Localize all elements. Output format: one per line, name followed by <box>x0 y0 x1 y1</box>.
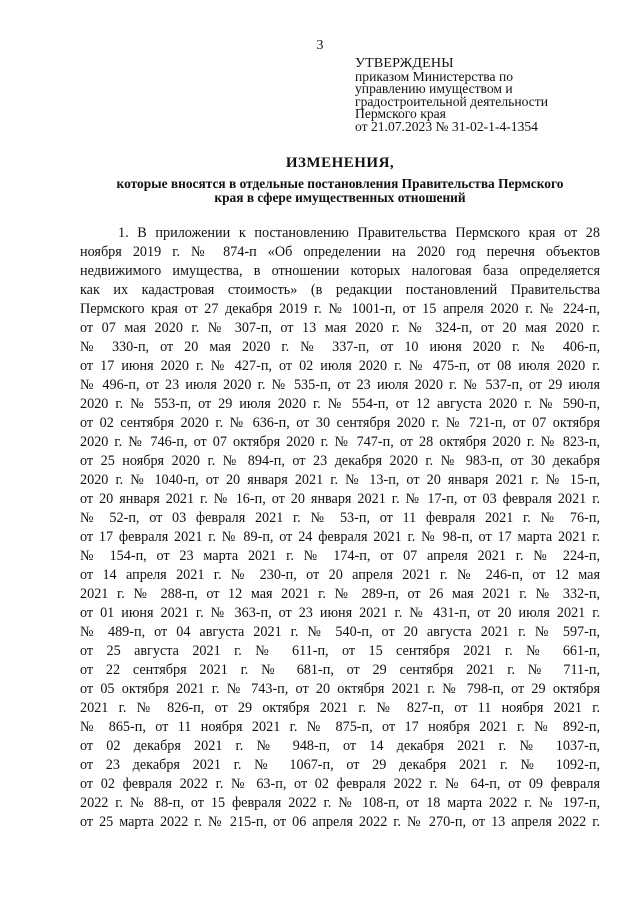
paragraph-line: от 17 февраля 2021 г. № 89-п, от 24 февраля 2021 г. № 98-п, от 17 марта 2021 г. <box>80 529 600 545</box>
paragraph-line: от 25 марта 2022 г. № 215-п, от 06 апреля 2022 г. № 270-п, от 13 апреля 2022 г. <box>80 814 600 830</box>
paragraph-line: 2020 г. № 553-п, от 29 июля 2020 г. № 554-п, от 12 августа 2020 г. № 590-п, <box>80 396 600 412</box>
approval-block <box>355 58 548 134</box>
paragraph-line: от 22 сентября 2021 г. № 681-п, от 29 сентября 2021 г. № 711-п, <box>80 662 600 678</box>
paragraph-line: от 07 мая 2020 г. № 307-п, от 13 мая 2020 г. № 324-п, от 20 мая 2020 г. <box>80 320 600 336</box>
paragraph-line: Пермского края от 27 декабря 2019 г. № 1001-п, от 15 апреля 2020 г. № 224-п, <box>80 301 600 317</box>
approval-line: от 21.07.2023 № 31-02-1-4-1354 <box>355 118 538 134</box>
approval-line: приказом Министерства по <box>355 68 514 84</box>
paragraph-line: № 865-п, от 11 ноября 2021 г. № 875-п, от 17 ноября 2021 г. № 892-п, <box>80 719 600 735</box>
document-heading: ИЗМЕНЕНИЯ, <box>285 155 395 171</box>
paragraph-line: № 489-п, от 04 августа 2021 г. № 540-п, от 20 августа 2021 г. № 597-п, <box>80 624 600 640</box>
paragraph-line: № 496-п, от 23 июля 2020 г. № 535-п, от 23 июля 2020 г. № 537-п, от 29 июля <box>80 377 600 393</box>
paragraph-line: от 02 сентября 2020 г. № 636-п, от 30 сентября 2020 г. № 721-п, от 07 октября <box>80 415 600 431</box>
subheading-line: края в сфере имущественных отношений <box>214 190 466 205</box>
paragraph-line: недвижимого имущества, в отношении которых налоговая база определяется <box>80 263 600 279</box>
paragraph-line: 2022 г. № 88-п, от 15 февраля 2022 г. № 108-п, от 18 марта 2022 г. № 197-п, <box>80 795 600 811</box>
paragraph-line: от 20 января 2021 г. № 16-п, от 20 января 2021 г. № 17-п, от 03 февраля 2021 г. <box>80 491 600 507</box>
paragraph-line: от 23 декабря 2021 г. № 1067-п, от 29 декабря 2021 г. № 1092-п, <box>80 757 600 773</box>
approval-title: УТВЕРЖДЕНЫ <box>355 56 454 71</box>
page-number: 3 <box>316 38 324 53</box>
approval-line: градостроительной деятельности <box>355 93 548 109</box>
paragraph-line: от 14 апреля 2021 г. № 230-п, от 20 апреля 2021 г. № 246-п, от 12 мая <box>80 567 600 583</box>
paragraph-line: от 05 октября 2021 г. № 743-п, от 20 октября 2021 г. № 798-п, от 29 октября <box>80 681 600 697</box>
paragraph-line: 2020 г. № 746-п, от 07 октября 2020 г. № 747-п, от 28 октября 2020 г. № 823-п, <box>80 434 600 450</box>
paragraph-line: № 330-п, от 20 мая 2020 г. № 337-п, от 10 июня 2020 г. № 406-п, <box>80 339 600 355</box>
paragraph-line: от 25 августа 2021 г. № 611-п, от 15 сентября 2021 г. № 661-п, <box>80 643 600 659</box>
paragraph-line: от 01 июня 2021 г. № 363-п, от 23 июня 2021 г. № 431-п, от 20 июля 2021 г. <box>80 605 600 621</box>
paragraph-line: от 02 декабря 2021 г. № 948-п, от 14 декабря 2021 г. № 1037-п, <box>80 738 600 754</box>
body-paragraph <box>80 224 600 832</box>
paragraph-line: № 52-п, от 03 февраля 2021 г. № 53-п, от 11 февраля 2021 г. № 76-п, <box>80 510 600 526</box>
paragraph-line: от 17 июня 2020 г. № 427-п, от 02 июля 2020 г. № 475-п, от 08 июля 2020 г. <box>80 358 600 374</box>
document-subheading <box>80 177 600 205</box>
paragraph-line: 2021 г. № 826-п, от 29 октября 2021 г. № 827-п, от 11 ноября 2021 г. <box>80 700 600 716</box>
approval-line: Пермского края <box>355 106 446 122</box>
paragraph-line: 2020 г. № 1040-п, от 20 января 2021 г. № 13-п, от 20 января 2021 г. № 15-п, <box>80 472 600 488</box>
paragraph-line: от 02 февраля 2022 г. № 63-п, от 02 февраля 2022 г. № 64-п, от 09 февраля <box>80 776 600 792</box>
paragraph-line: как их кадастровая стоимость» (в редакции постановлений Правительства <box>80 282 600 298</box>
subheading-line: которые вносятся в отдельные постановления Правительства Пермского <box>116 176 564 191</box>
paragraph-line: ноября 2019 г. № 874-п «Об определении на 2020 год перечня объектов <box>80 244 600 260</box>
paragraph-line: № 154-п, от 23 марта 2021 г. № 174-п, от 07 апреля 2021 г. № 224-п, <box>80 548 600 564</box>
paragraph-line: 1. В приложении к постановлению Правительства Пермского края от 28 <box>118 225 600 241</box>
approval-line: управлению имуществом и <box>355 81 513 97</box>
paragraph-line: 2021 г. № 288-п, от 12 мая 2021 г. № 289-п, от 26 мая 2021 г. № 332-п, <box>80 586 600 602</box>
paragraph-line: от 25 ноября 2020 г. № 894-п, от 23 декабря 2020 г. № 983-п, от 30 декабря <box>80 453 600 469</box>
